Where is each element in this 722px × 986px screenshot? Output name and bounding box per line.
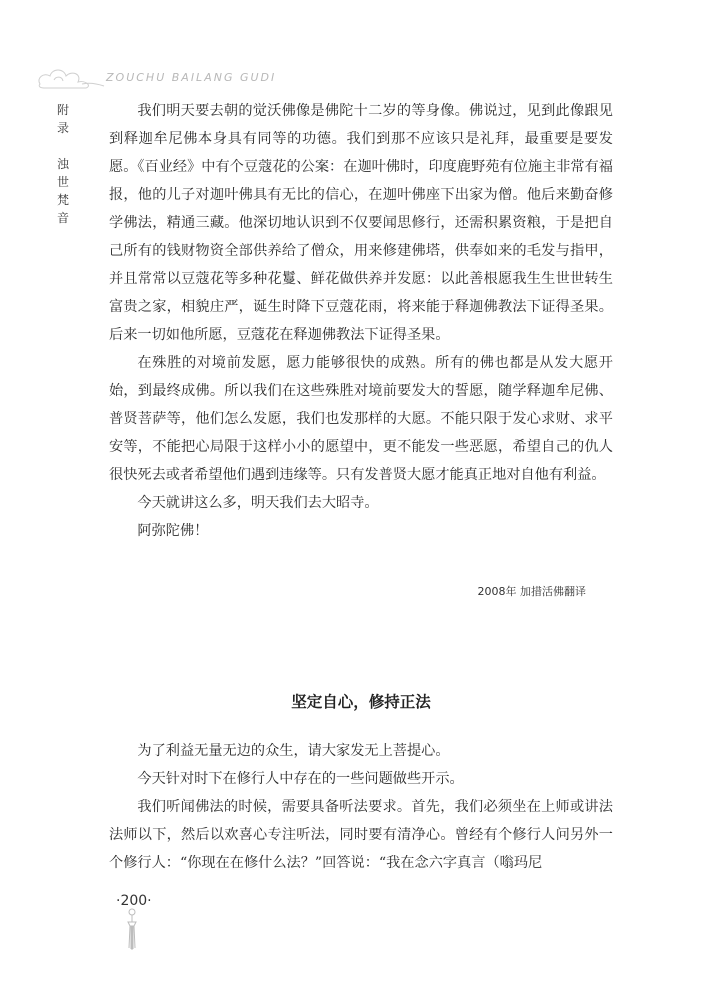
paragraph: 今天就讲这么多，明天我们去大昭寺。 xyxy=(137,495,379,511)
page-number: ·200· xyxy=(116,893,152,909)
running-head-title: ZOUCHU BAILANG GUDI xyxy=(106,71,277,84)
translator-signature: 2008年 加措活佛翻译 xyxy=(477,585,586,598)
sidebar-section-label: 附录 xyxy=(56,103,69,135)
sidebar-chapter-label: 浊世梵音 xyxy=(56,157,69,225)
paragraph: 在殊胜的对境前发愿，愿力能够很快的成熟。所有的佛也都是从发大愿开始，到最终成佛。所以我们在这些殊胜对境前要发大的誓愿，随学释迦牟尼佛、普贤菩萨等，他们怎么发愿，我们也发那样的大愿。不能只限于发心求财、求平安等，不能把心局限于这样小小的愿望中，更不能发一些恶愿，希望自己的仇人很快死去或者希望他们遇到违缘等。只有发普贤大愿才能真正地对自他有利益。 xyxy=(109,355,613,483)
paragraph: 为了利益无量无边的众生，请大家发无上菩提心。 xyxy=(137,743,450,759)
paragraph: 我们听闻佛法的时候，需要具备听法要求。首先，我们必须坐在上师或讲法法师以下，然后以欢喜心专注听法，同时要有清净心。曾经有个修行人问另外一个修行人：“你现在在修什么法？”回答说：“我在念六字真言（嗡玛尼 xyxy=(109,799,613,871)
cloud-ornament-icon xyxy=(36,64,106,90)
paragraph: 今天针对时下在修行人中存在的一些问题做些开示。 xyxy=(137,771,464,787)
paragraph: 阿弥陀佛！ xyxy=(137,523,209,539)
paragraph: 我们明天要去朝的觉沃佛像是佛陀十二岁的等身像。佛说过，见到此像跟见到释迦牟尼佛本身具有同等的功德。我们到那不应该只是礼拜，最重要是要发愿。《百业经》中有个豆蔻花的公案：在迦叶佛时，印度鹿野苑有位施主非常有福报，他的儿子对迦叶佛具有无比的信心，在迦叶佛座下出家为僧。他后来勤奋修学佛法，精通三藏。他深切地认识到不仅要闻思修行，还需积累资粮，于是把自己所有的钱财物资全部供养给了僧众，用来修建佛塔，供奉如来的毛发与指甲，并且常常以豆蔻花等多种花鬘、鲜花做供养并发愿：以此善根愿我生生世世转生富贵之家，相貌庄严，诞生时降下豆蔻花雨，将来能于释迦佛教法下证得圣果。后来一切如他所愿，豆蔻花在释迦佛教法下证得圣果。 xyxy=(109,103,613,343)
body-text-block-1 xyxy=(109,97,613,545)
tassel-ornament-icon xyxy=(122,906,142,950)
section-title: 坚定自心，修持正法 xyxy=(291,693,431,711)
body-text-block-2 xyxy=(109,737,613,877)
